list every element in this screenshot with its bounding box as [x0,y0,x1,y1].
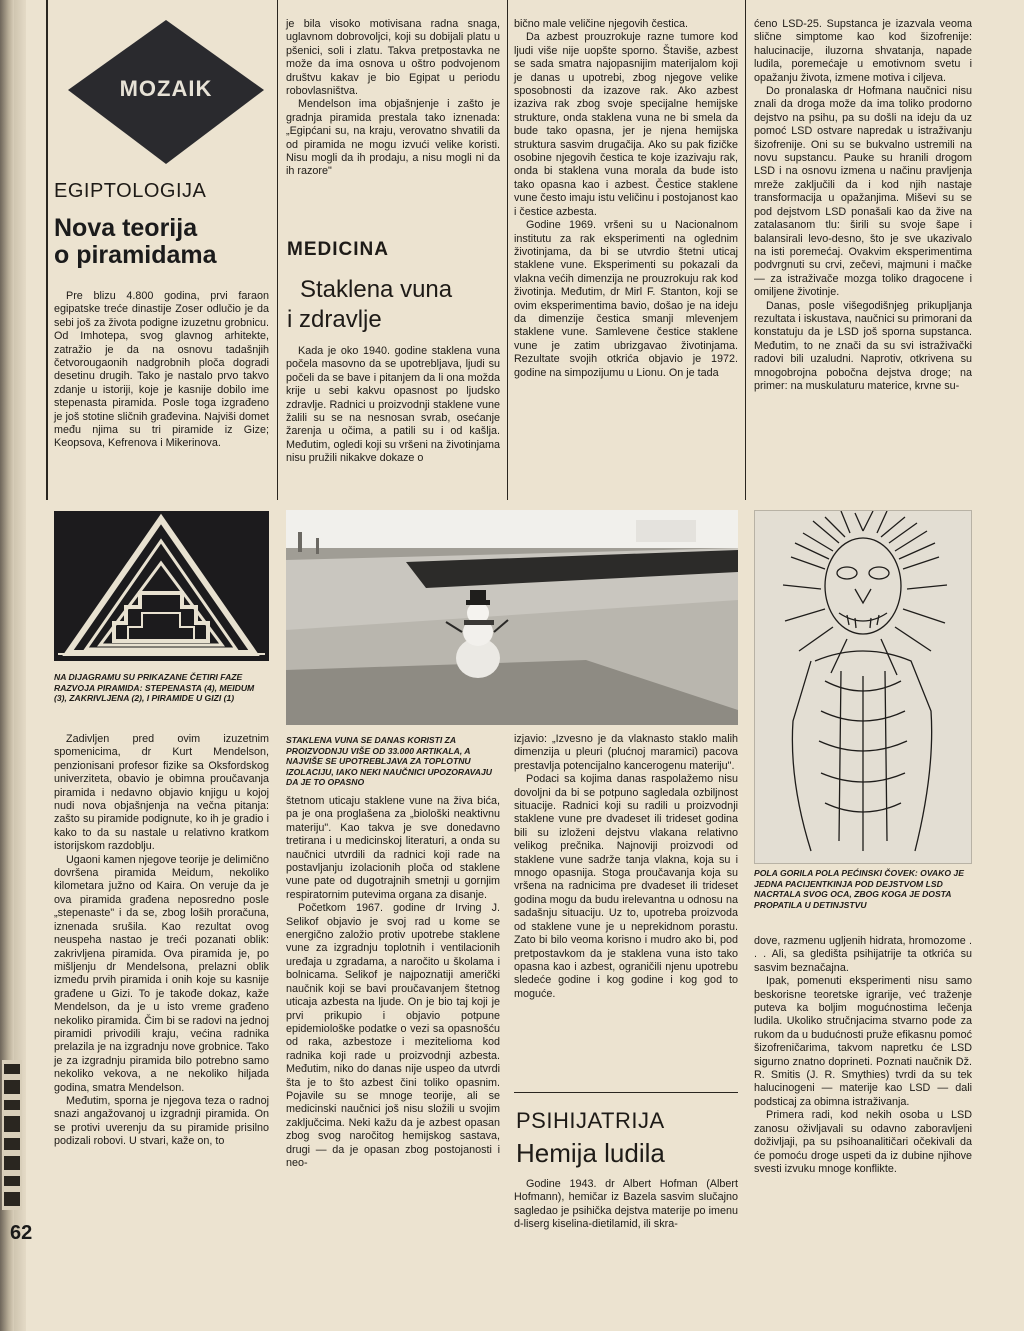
snowman-photo [286,510,738,725]
pyramid-caption: NA DIJAGRAMU SU PRIKAZANE ČETIRI FAZE RAZVOJA PIRAMIDA: STEPENASTA (4), MEIDUM (3), ZAKRIVLJENA (2), I PIRAMIDE U GIZI (1) [54,672,255,703]
section-psihijatrija: PSIHIJATRIJA [516,1108,665,1133]
glasswool-col3-p1: bično male veličine njegovih čestica. [514,18,689,30]
lsd-col4-p2: Do pronalaska dr Hofmana naučnici nisu znali da droga može da ima toliko prodorno dejstvo na psihu, pa su došli na ideju da uz pomoć LSD ostvare napredak u istraživanju šizofrenije. Oni su se bukvalno ustremili na novu supstancu. Pauke su hranili drogom LSD i na osnovu izmena u načinu pravljenja mreže zaključili da i kod njih nastaje transformacija u opažanjima. Miševi su se pod dejstvom LSD ponašali kao da žive na zatalasanom tlu: širili su svoje šape i balansirali levo-desno, što je sve ukazivalo na isti poremećaj. Ovakvim eksperimentima podvrgnuti su crvi, zečevi, majmuni i mačke — za istraživače mozga toliko dragocene i omiljene životinje. [754,85,972,299]
page-number: 62 [10,1222,33,1244]
headline-glasswool-line1: Staklena vuna [300,276,453,303]
glasswool-col2-bottom [286,795,500,1170]
headline-pyramids-line2: o piramidama [54,241,217,269]
col-rule-2 [507,0,508,500]
lsd-col3 [514,1178,738,1232]
left-margin-rule [46,0,48,500]
lsd-col4-p1: ćeno LSD-25. Supstanca je izazvala veoma slične simptome kao kod šizofrenije: halucinacije, iluzorna shvatanja, napade ludila, poremećaje u emotivnom svetu i opažanju života, izmene motiva i ciljeva. [754,18,972,84]
glasswool-col2b-p2: Početkom 1967. godine dr Irving J. Selikof objavio je svoj rad u kome se energično založio protiv upotrebe staklene vune za izgradnju toplotnih i ventilacionih uređaja u zgradama, a naročito u školama i bolnicama. Selikof je najpoznatiji američki naučnik koji se bavi proučavanjem štetnog uticaja azbesta na ljude. On je bio taj koji je prvi prikupio i objavio potpune epidemiološke podatke o vezi sa opasnošću od raka, azbestoze i mezitelioma kod radnika koji rade u proizvodnji azbesta. Međutim, niko do danas nije uspeo da utvrdi šta je to što azbest čini toliko opasnim. Pojavile su se mnoge teorije, ali se medicinski naučnici još nisu složili u svojim zaključcima. Neki kažu da je azbest opasan zbog svog naročitog hemijskog sastava, drugi — da je opasan zbog postojanosti i neo- [286,902,500,1169]
glasswool-col3-p3: Godine 1969. vršeni su u Nacionalnom institutu za rak eksperimenti na oglednim životinjama, da bi se utvrdio štetni uticaj staklene vune. Eksperimenti su pokazali da vlakna većih dimenzija ne prouzrokuju rak kod životinja. Međutim, dr Mirl F. Stanton, koji se ovim eksperimentima bavio, došao je na ideju da dimenzije čestica smanji mlevenjem staklene vune. Samlevene čestice staklene vune je zatim ubrizgavao životinjama. Rezultate svojih otkrića objavio je 1972. godine na simpozijumu u Lionu. On je tada [514,219,738,379]
lsd-col4b-p2: Ipak, pomenuti eksperimenti nisu samo beskorisne teoretske igrarije, već traženje puteva ka boljim mogućnostima lečenja ludila. Ukoliko stručnjacima stvarno pode za rukom da u budućnosti pruže efikasnu pomoć šizofreničarima, takvom napretku će LSD sigurno znatno doprineti. Poznati naučnik Dž. R. Smitis (J. R. Smythies) tvrdi da su tek halucinogeni — materije kao LSD — dali podsticaj za obimna istraživanja. [754,975,972,1108]
lsd-col4b-p1: dove, razmenu ugljenih hidrata, hromozome . . . Ali, sa gledišta psihijatrije ta otkrića su sasvim beznačajna. [754,935,972,974]
glasswool-col2 [286,345,500,466]
pyramids-continued [286,18,500,179]
pyramid-diagram-graphic [54,511,269,661]
glasswool-col2b-p1: štetnom uticaju staklene vune na živa bića, pa je ona proglašena za „biološki neaktivnu materiju". Kao takva je sve donedavno tretirana i u medicinskoj literaturi, a onda su naučnici utvrdili da radnici koji rade na postavljanju izolacionih ploča od staklene vune pate od dugotrajnih smetnji u gornjim respiratornim putevima organa za disanje. [286,795,500,901]
lsd-col3-text: Godine 1943. dr Albert Hofman (Albert Hofmann), hemičar iz Bazela sasvim slučajno sagledao je psihička dejstva materije po imenu d-liserg kiselina-dietilamid, ili skra- [514,1178,738,1231]
glasswool-col3-top [514,18,738,380]
lsd-col4-p3: Danas, posle višegodišnjeg prikupljanja rezultata i iskustava, naučnici su primorani da konstatuju da je LSD još sporna supstanca. Međutim, to ne znači da su svi istraživački radovi bili uzaludni. Naprotiv, otkrivena su mnogobrojna pobočna dejstva droge; na primer: na muskulaturu materice, krvne su- [754,299,972,392]
pyramids-body-p3: Međutim, sporna je njegova teza o radnoj snazi angažovanoj u izgradnji piramida. On se protivi uverenju da su piramide prisilno podizali robovi. U stvari, kaže on, to [54,1094,269,1148]
magazine-spine-logo [0,1060,26,1220]
headline-lsd: Hemija ludila [516,1138,665,1168]
glasswool-col3b-p2: Podaci sa kojima danas raspolažemo nisu dovoljni da bi se potpuno sagledala ozbiljnost situacije. Radnici koji su radili u proizvodnji staklene vune pre dvadeset ili trideset godina bili su izloženi dejstvu vlakana relativno velikog prečnika. Najnoviji proizvodi od staklene vune sadrže tanja vlakna, koja su i mnogo opasnija. Stoga proučavanja koja su vršena na radnicima pre dvadeset ili trideset godina mogu da budu irelevantna u odnosu na sadašnju situaciju. Uz to, upotreba proizvoda od staklene vune je u neprekidnom porastu. Zato bi bilo veoma korisno i mudro ako bi, pod pretpostavkom da je staklena vuna isto tako opasna kao i azbest, ograničili njenu upotrebu sledeće godine i kog godine i kog god to moguće. [514,773,738,1000]
col-rule-3 [745,0,746,500]
pyramids-cont-p2: Mendelson ima objašnjenje i zašto je gradnja piramida prestala tako iznenada: „Egipćani su, na kraju, verovatno shvatili da od piramida ne mogu izvući velike koristi. Nisu mogli da ih prodaju, a nisu mogli ni da ih razore" [286,98,500,178]
pyramids-lead-text: Pre blizu 4.800 godina, prvi faraon egipatske treće dinastije Zoser odlučio je da sebi još za života podigne izuzetnu grobnicu. Od Imhotepa, svog glavnog arhitekte, zatražio je da na osnovu tadašnjih četvorougaonih nadgrobnih ploča dogradi desetinu drugih. Tako je nastalo prvo takvo zdanje u istoriji, koje je kasnije dobilo ime stepenasta piramida. Posle toga izgrađeno je još stotine sličnih građevina. Najviši domet među njima su tri piramide iz Gize; Keopsova, Kefrenova i Mikerinova. [54,290,269,450]
headline-pyramids-line1: Nova teorija [54,214,198,242]
pyramid-diagram [54,511,269,661]
snowman-photo-graphic [286,510,738,725]
glasswool-col3b-p1: izjavio: „Izvesno je da vlaknasto staklo malih dimenzija u pleuri (plućnoj maramici) pacova prestavlja potencijalno kancerogenu materiju". [514,733,738,772]
glasswool-col2-text: Kada je oko 1940. godine staklena vuna počela masovno da se upotrebljava, ljudi su počeli da se bave i pitanjem da li ona možda krije u sebi kakvu opasnost po ljudsko zdravlje. Radnici u proizvodnji staklene vune žalili su se na nesnosan svrab, osećanje žarenja u očima, a patili su i od kašlja. Međutim, ogledi koji su vršeni na životinjama nisu pružili nikakve dokaze o [286,345,500,465]
pyramids-lead [54,290,269,451]
glasswool-col3-p2: Da azbest prouzrokuje razne tumore kod ljudi više nije uopšte sporno. Štaviše, azbest se sada smatra najopasnijim materijalom koji je danas u upotrebi, zbog njegove velike sposobnosti da izazove rak. Ako azbest izaziva rak zbog svoje specijalne hemijske strukture, onda staklena vuna ne bi smela da bude tako opasna, jer je njena hemijska struktura sasvim drugačija. Ako su pak fizičke osobine njegovih čestica te koje izazivaju rak, onda bi staklena vuna morala da bude isto tako opasna kao i azbest. Čestice staklene vune često imaju istu veličinu i postojanost kao i čestice azbesta. [514,31,738,218]
spine-logo-graphic [0,1060,26,1220]
pyramids-body-p2: Ugaoni kamen njegove teorije je delimično dovršena piramida Meidum, nekoliko kilometara južno od Kaira. On veruje da je ova piramida građena neposredno posle „stepenaste" i da se, zbog loših proračuna, iznenada srušila. Kao rezultat ovog neuspeha nastao je treći pozanati oblik: zakrivljena piramida. Ova piramida je, po mišljenju dr Mendelsona, prelazni oblik između prvih piramida i onih koje su kasnije građene u Gizi. To je takođe dokaz, kaže Mendelson, da je u isto vreme građeno nekoliko piramida. Čim bi se radovi na jednoj piramidi privodili kraju, većina radnika prelazila je na izgradnju nove grobnice. Tako je za izgradnju piramida bilo potrebno samo nekoliko vekova, a ne nekoliko hiljada godina, smatra Mendelson. [54,853,269,1094]
lsd-drawing-graphic [755,511,971,863]
section-egiptologija: EGIPTOLOGIJA [54,180,207,202]
lsd-col4-top [754,18,972,393]
mozaik-label: MOZAIK [119,76,213,101]
pyramids-body [54,733,269,1149]
pyramids-body-p1: Zadivljen pred ovim izuzetnim spomenicima, dr Kurt Mendelson, penzionisani profesor fizike sa Oksfordskog univerziteta, obavio je obimna proučavanja piramida i nedavno objavio knjigu u kojoj nudi nova objašnjenja na večna pitanja: zašto su piramide podignute, ko ih je gradio i kako to da su nastale u relativno kratkom istorijskom razdoblju. [54,733,269,853]
section-medicina: MEDICINA [287,239,389,260]
lsd-caption: POLA GORILA POLA PEĆINSKI ČOVEK: OVAKO JE JEDNA PACIJENTKINJA POD DEJSTVOM LSD NACRTALA SVOG OCA, ZBOG KOGA JE DOSTA PROPATILA U DETINJSTVU [754,868,964,910]
mozaik-badge [66,18,266,166]
psihijatrija-rule [514,1092,738,1093]
lsd-col4b-p3: Primera radi, kod nekih osoba u LSD zanosu oživljavali su odavno zaboravljeni doživljaji, pa su psihoanalitičari očekivali da će pomoću droge uspeti da iz dubine njihove svesti izvuku mnoge konflikte. [754,1109,972,1175]
col-rule-1 [277,0,278,500]
headline-glasswool-line2: i zdravlje [287,306,382,333]
lsd-drawing [754,510,972,864]
pyramids-cont-p1: je bila visoko motivisana radna snaga, uglavnom dobrovoljci, koji su dobijali platu u pšenici, soli i zlatu. Takva pretpostavka ne može da ima osnova u oštro podvojenom društvu kakav je bio Egipat u periodu robovlasništva. [286,18,500,98]
glasswool-col3-bottom [514,733,738,1001]
glasswool-caption: STAKLENA VUNA SE DANAS KORISTI ZA PROIZVODNJU VIŠE OD 33.000 ARTIKALA, A NAJVIŠE SE UPOTREBLJAVA ZA TOPLOTNU IZOLACIJU, IAKO NEKI NAUČNICI UPOZORAVAJU DA JE TO OPASNO [286,735,492,787]
lsd-col4-bottom [754,935,972,1176]
